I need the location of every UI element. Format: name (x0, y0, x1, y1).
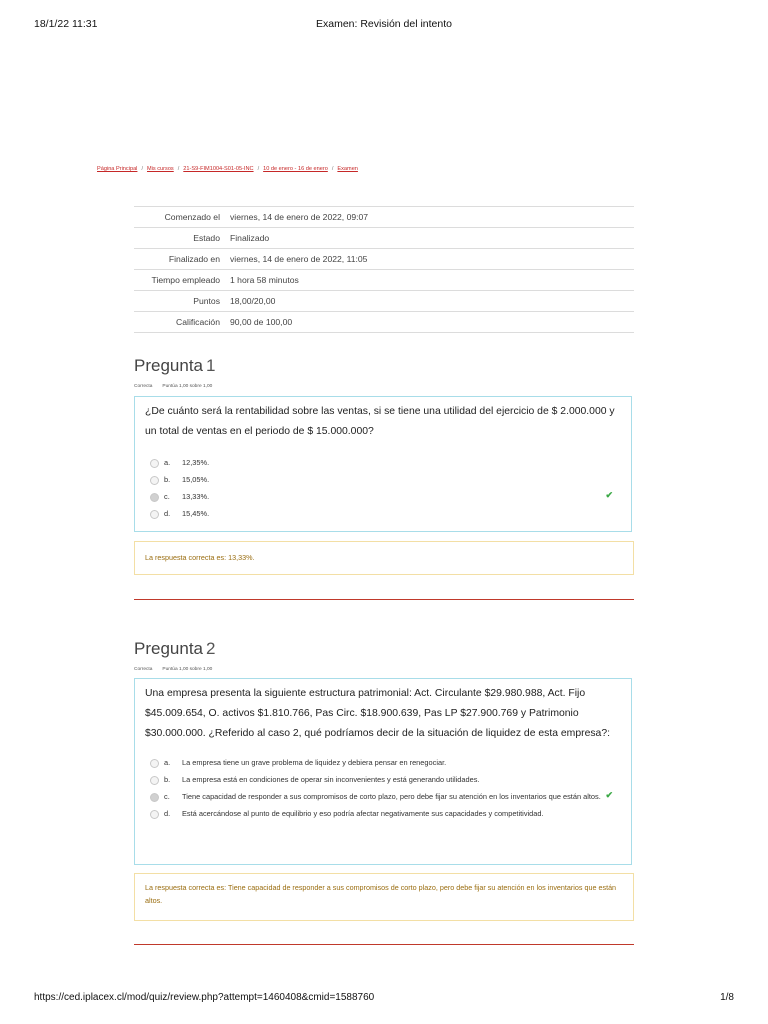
check-icon: ✔ (605, 790, 613, 800)
question-number: 2 (206, 639, 216, 658)
answer-option[interactable] (135, 454, 631, 471)
question-score: Puntúa 1,00 sobre 1,00 (162, 667, 213, 672)
summary-label: Tiempo empleado (134, 270, 226, 291)
answer-letter: a. (164, 458, 171, 467)
summary-label: Puntos (134, 291, 226, 312)
summary-value: Finalizado (226, 228, 634, 249)
summary-row (134, 291, 634, 312)
summary-row (134, 312, 634, 333)
question-status: Correcta (134, 667, 153, 672)
question-score: Puntúa 1,00 sobre 1,00 (162, 384, 213, 389)
question-1-box (134, 396, 632, 532)
check-icon: ✔ (605, 490, 613, 500)
question-2-feedback: La respuesta correcta es: Tiene capacidad de responder a sus compromisos de corto plazo, pero debe fijar su atención en los inventarios que están altos. (134, 873, 634, 921)
summary-label: Comenzado el (134, 207, 226, 228)
radio-button[interactable] (150, 810, 159, 819)
radio-button[interactable] (150, 493, 159, 502)
radio-button[interactable] (150, 510, 159, 519)
breadcrumb: Página Principal / Mis cursos / 21-S9-FIM1004-S01-05-INC / 10 de enero - 16 de enero / Examen (97, 166, 358, 172)
radio-button[interactable] (150, 759, 159, 768)
answer-letter: b. (164, 775, 171, 784)
question-label: Pregunta (134, 639, 203, 658)
answer-option[interactable] (135, 471, 631, 488)
radio-button[interactable] (150, 476, 159, 485)
summary-row (134, 228, 634, 249)
answer-text: Está acercándose al punto de equilibrio y eso podría afectar negativamente sus capacidades y competitividad. (182, 809, 544, 818)
print-title: Examen: Revisión del intento (316, 18, 452, 30)
summary-label: Calificación (134, 312, 226, 333)
summary-row (134, 207, 634, 228)
answer-letter: c. (164, 492, 170, 501)
answer-text: 13,33%. (182, 492, 210, 501)
answer-text: La empresa tiene un grave problema de liquidez y debiera pensar en renegociar. (182, 758, 447, 767)
summary-value: viernes, 14 de enero de 2022, 09:07 (226, 207, 634, 228)
answer-text: 12,35%. (182, 458, 210, 467)
question-divider (134, 599, 634, 600)
summary-row (134, 270, 634, 291)
breadcrumb-my-courses[interactable]: Mis cursos (147, 166, 174, 172)
summary-value: 1 hora 58 minutos (226, 270, 634, 291)
answer-letter: b. (164, 475, 171, 484)
summary-value: viernes, 14 de enero de 2022, 11:05 (226, 249, 634, 270)
question-1-meta (134, 384, 212, 389)
summary-label: Estado (134, 228, 226, 249)
question-text: ¿De cuánto será la rentabilidad sobre las ventas, si se tiene una utilidad del ejercicio de $ 2.000.000 y un total de ventas en el periodo de $ 15.000.000? (145, 406, 615, 437)
answer-text: 15,45%. (182, 509, 210, 518)
answer-option[interactable] (135, 771, 631, 788)
summary-label: Finalizado en (134, 249, 226, 270)
answer-option[interactable] (135, 754, 631, 771)
answer-text: Tiene capacidad de responder a sus compromisos de corto plazo, pero debe fijar su atención en los inventarios que están altos. (182, 792, 601, 801)
answer-letter: c. (164, 792, 170, 801)
answer-option[interactable] (135, 805, 631, 822)
question-2-title (134, 639, 215, 659)
summary-row (134, 249, 634, 270)
print-page-number: 1/8 (720, 992, 734, 1003)
answer-list (135, 754, 631, 822)
breadcrumb-course[interactable]: 21-S9-FIM1004-S01-05-INC (183, 166, 254, 172)
answer-text: La empresa está en condiciones de operar sin inconvenientes y está generando utilidades. (182, 775, 480, 784)
summary-value: 90,00 de 100,00 (226, 312, 634, 333)
breadcrumb-week[interactable]: 10 de enero - 16 de enero (263, 166, 328, 172)
question-number: 1 (206, 356, 216, 375)
question-status: Correcta (134, 384, 153, 389)
question-divider (134, 944, 634, 945)
question-label: Pregunta (134, 356, 203, 375)
answer-option[interactable] (135, 505, 631, 522)
summary-value: 18,00/20,00 (226, 291, 634, 312)
question-2-meta (134, 667, 212, 672)
question-text: Una empresa presenta la siguiente estructura patrimonial: Act. Circulante $29.980.988, Act. Fijo $45.009.654, O. activos $1.810.766, Pas Circ. $18.900.639, Pas LP $27.900.769 y Patrimonio $30.000.000. ¿Referido al caso 2, qué podríamos decir de la situación de liquidez de esta empresa?: (145, 688, 610, 739)
answer-letter: a. (164, 758, 171, 767)
radio-button[interactable] (150, 459, 159, 468)
question-1-title (134, 356, 215, 376)
breadcrumb-home[interactable]: Página Principal (97, 166, 138, 172)
answer-text: 15,05%. (182, 475, 210, 484)
answer-option-selected[interactable] (135, 788, 631, 805)
question-2-box (134, 678, 632, 865)
radio-button[interactable] (150, 793, 159, 802)
print-datetime: 18/1/22 11:31 (34, 18, 98, 30)
print-url: https://ced.iplacex.cl/mod/quiz/review.php?attempt=1460408&cmid=1588760 (34, 992, 375, 1003)
radio-button[interactable] (150, 776, 159, 785)
answer-letter: d. (164, 509, 171, 518)
attempt-summary-table (134, 206, 634, 333)
answer-letter: d. (164, 809, 171, 818)
answer-list (135, 454, 631, 522)
breadcrumb-exam[interactable]: Examen (337, 166, 358, 172)
question-1-feedback: La respuesta correcta es: 13,33%. (134, 541, 634, 575)
answer-option-selected[interactable] (135, 488, 631, 505)
